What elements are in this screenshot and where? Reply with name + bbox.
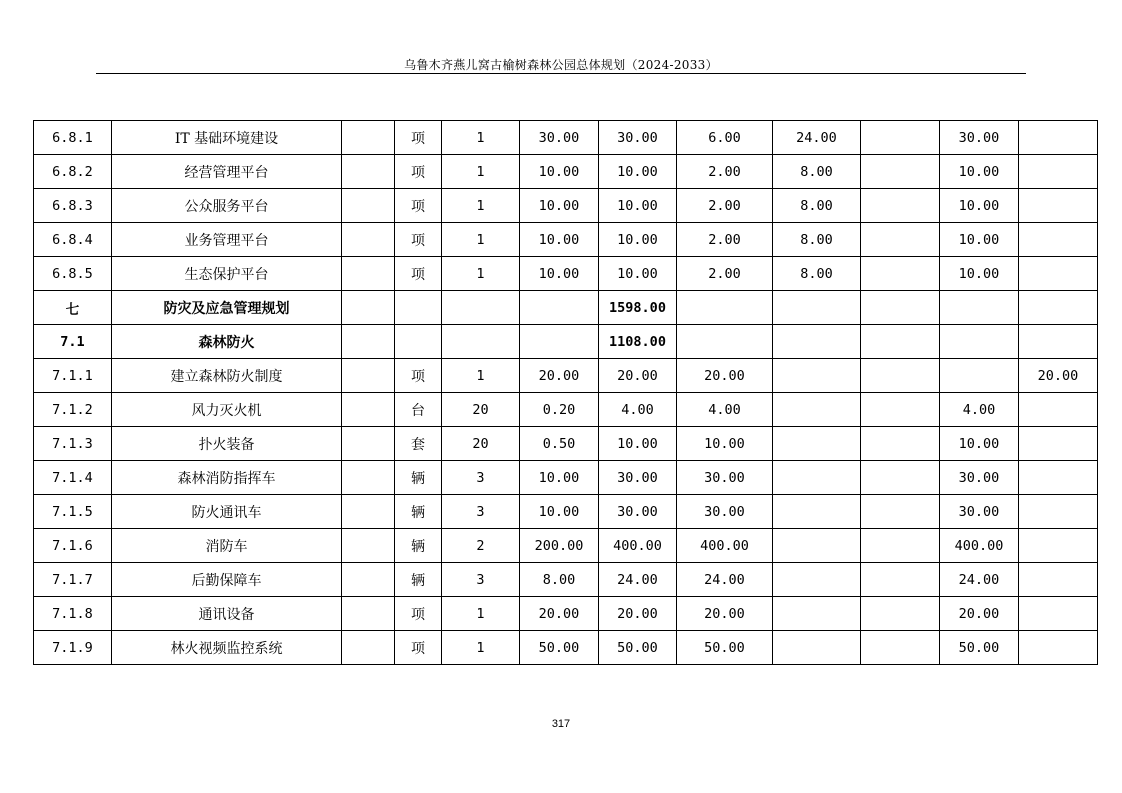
table-row [34,223,1098,257]
cell-quantity: 20 [442,393,520,427]
cell-source-b [1019,155,1098,189]
cell-quantity: 1 [442,121,520,155]
cell-unit-price: 20.00 [520,359,599,393]
cell-total-investment: 30.00 [599,495,677,529]
cell-spec [342,393,395,427]
cell-item-name: 建立森林防火制度 [112,359,342,393]
cell-source-b [1019,495,1098,529]
cell-item-code: 7.1.9 [34,631,112,665]
cell-phase-three [861,121,940,155]
cell-phase-two [773,325,861,359]
cell-source-a: 10.00 [940,189,1019,223]
cell-unit: 项 [395,121,442,155]
table-row [34,495,1098,529]
cell-phase-one [677,291,773,325]
cell-quantity [442,325,520,359]
cell-phase-three [861,631,940,665]
cell-unit-price: 10.00 [520,189,599,223]
cell-item-code: 6.8.4 [34,223,112,257]
cell-item-code: 7.1.3 [34,427,112,461]
cell-unit-price: 8.00 [520,563,599,597]
cell-unit-price: 50.00 [520,631,599,665]
cell-unit: 辆 [395,529,442,563]
cell-source-b [1019,563,1098,597]
cell-total-investment: 50.00 [599,631,677,665]
table-row [34,393,1098,427]
cell-item-name: 林火视频监控系统 [112,631,342,665]
cell-source-b [1019,461,1098,495]
cell-spec [342,597,395,631]
cell-item-name: 防火通讯车 [112,495,342,529]
cell-phase-one: 30.00 [677,461,773,495]
cell-unit-price: 10.00 [520,223,599,257]
cell-total-investment: 30.00 [599,121,677,155]
cell-phase-one: 2.00 [677,189,773,223]
cell-unit-price [520,325,599,359]
cell-total-investment: 400.00 [599,529,677,563]
cell-item-name: 生态保护平台 [112,257,342,291]
cell-quantity: 2 [442,529,520,563]
table-row [34,631,1098,665]
cell-unit-price: 30.00 [520,121,599,155]
cell-phase-two: 24.00 [773,121,861,155]
cell-unit-price: 200.00 [520,529,599,563]
cell-phase-one: 10.00 [677,427,773,461]
cell-phase-two: 8.00 [773,257,861,291]
cell-item-code: 6.8.2 [34,155,112,189]
cell-spec [342,155,395,189]
cell-item-name: 公众服务平台 [112,189,342,223]
cell-source-a [940,291,1019,325]
cell-item-name: 业务管理平台 [112,223,342,257]
cell-item-name: 森林消防指挥车 [112,461,342,495]
cell-item-name: 消防车 [112,529,342,563]
cell-total-investment: 1108.00 [599,325,677,359]
cell-unit: 项 [395,155,442,189]
cell-phase-three [861,189,940,223]
cell-spec [342,121,395,155]
cell-item-name: 后勤保障车 [112,563,342,597]
cell-source-b [1019,393,1098,427]
cell-unit-price: 0.50 [520,427,599,461]
cell-phase-two [773,495,861,529]
cell-item-code: 7.1.4 [34,461,112,495]
cell-source-a: 20.00 [940,597,1019,631]
cell-quantity: 1 [442,155,520,189]
cell-phase-three [861,155,940,189]
cell-source-a [940,325,1019,359]
cell-source-a: 10.00 [940,427,1019,461]
cell-source-a: 30.00 [940,121,1019,155]
cell-spec [342,257,395,291]
cell-spec [342,495,395,529]
cell-spec [342,461,395,495]
table-row [34,121,1098,155]
cell-phase-one: 24.00 [677,563,773,597]
cell-phase-one: 20.00 [677,359,773,393]
cell-phase-one: 6.00 [677,121,773,155]
cell-unit: 辆 [395,563,442,597]
cell-source-b [1019,257,1098,291]
cell-unit [395,325,442,359]
cell-unit: 辆 [395,495,442,529]
cell-unit: 台 [395,393,442,427]
cell-unit: 辆 [395,461,442,495]
cell-phase-two [773,393,861,427]
cell-phase-two: 8.00 [773,223,861,257]
cell-quantity: 3 [442,461,520,495]
cell-phase-two [773,427,861,461]
cell-phase-one: 400.00 [677,529,773,563]
cell-total-investment: 4.00 [599,393,677,427]
table-row [34,461,1098,495]
cell-source-b [1019,121,1098,155]
cell-source-b: 20.00 [1019,359,1098,393]
cell-source-a: 50.00 [940,631,1019,665]
cell-source-a: 4.00 [940,393,1019,427]
cell-spec [342,427,395,461]
cell-total-investment: 20.00 [599,359,677,393]
table-row [34,257,1098,291]
cell-unit [395,291,442,325]
cell-spec [342,223,395,257]
cell-quantity: 1 [442,189,520,223]
cell-phase-three [861,223,940,257]
cell-item-name: 风力灭火机 [112,393,342,427]
table-row [34,563,1098,597]
cell-quantity: 3 [442,563,520,597]
cell-unit: 项 [395,597,442,631]
cell-item-name: 扑火装备 [112,427,342,461]
cell-spec [342,563,395,597]
cell-phase-two [773,563,861,597]
cell-quantity: 1 [442,631,520,665]
cell-source-a: 400.00 [940,529,1019,563]
cell-item-code: 7.1.1 [34,359,112,393]
cell-item-code: 7.1.6 [34,529,112,563]
cell-spec [342,359,395,393]
cell-source-a: 24.00 [940,563,1019,597]
cell-unit-price: 10.00 [520,461,599,495]
cell-unit-price: 20.00 [520,597,599,631]
cell-spec [342,291,395,325]
cell-source-b [1019,597,1098,631]
cell-source-b [1019,631,1098,665]
table-row [34,325,1098,359]
cell-source-a: 30.00 [940,461,1019,495]
cell-item-code: 6.8.3 [34,189,112,223]
cell-phase-two [773,359,861,393]
cell-phase-three [861,393,940,427]
cell-item-name: 通讯设备 [112,597,342,631]
cell-quantity: 1 [442,223,520,257]
cell-source-b [1019,427,1098,461]
cell-phase-one [677,325,773,359]
table-row [34,597,1098,631]
table-row [34,427,1098,461]
cell-phase-one: 2.00 [677,257,773,291]
cell-phase-three [861,563,940,597]
cell-phase-two [773,529,861,563]
cell-unit-price [520,291,599,325]
cell-total-investment: 20.00 [599,597,677,631]
cell-total-investment: 10.00 [599,223,677,257]
cell-item-name: 森林防火 [112,325,342,359]
table-row [34,189,1098,223]
page-number: 317 [551,718,571,730]
cell-phase-three [861,597,940,631]
cell-item-name: IT 基础环境建设 [112,121,342,155]
cell-quantity: 1 [442,359,520,393]
cell-unit-price: 10.00 [520,495,599,529]
table-row [34,359,1098,393]
cell-item-code: 6.8.5 [34,257,112,291]
cell-item-name: 防灾及应急管理规划 [112,291,342,325]
cell-unit: 项 [395,631,442,665]
cell-phase-one: 30.00 [677,495,773,529]
cell-spec [342,189,395,223]
cell-item-code: 七 [34,291,112,325]
header-rule [96,73,1026,74]
cell-source-b [1019,223,1098,257]
cell-phase-one: 2.00 [677,155,773,189]
cell-source-a: 10.00 [940,257,1019,291]
cell-phase-three [861,257,940,291]
cell-total-investment: 10.00 [599,189,677,223]
cell-phase-one: 4.00 [677,393,773,427]
cell-source-b [1019,529,1098,563]
cell-source-a: 30.00 [940,495,1019,529]
cell-quantity: 1 [442,257,520,291]
cell-total-investment: 30.00 [599,461,677,495]
cell-total-investment: 10.00 [599,427,677,461]
cell-source-a: 10.00 [940,155,1019,189]
cell-phase-three [861,291,940,325]
cell-source-b [1019,189,1098,223]
cell-total-investment: 10.00 [599,257,677,291]
cell-spec [342,529,395,563]
cell-quantity: 20 [442,427,520,461]
cell-phase-three [861,495,940,529]
document-header-title: 乌鲁木齐燕儿窝古榆树森林公园总体规划（2024-2033） [404,58,718,72]
cell-phase-one: 2.00 [677,223,773,257]
cell-unit: 项 [395,359,442,393]
cell-item-code: 7.1.2 [34,393,112,427]
cell-item-code: 6.8.1 [34,121,112,155]
table-row [34,529,1098,563]
cell-unit: 项 [395,257,442,291]
cell-unit-price: 0.20 [520,393,599,427]
cell-spec [342,631,395,665]
cell-item-code: 7.1.5 [34,495,112,529]
cell-phase-three [861,325,940,359]
cell-phase-three [861,461,940,495]
cell-phase-three [861,359,940,393]
cell-source-a [940,359,1019,393]
cell-item-code: 7.1.7 [34,563,112,597]
cell-unit: 项 [395,189,442,223]
cell-unit-price: 10.00 [520,155,599,189]
cell-spec [342,325,395,359]
cell-phase-two: 8.00 [773,155,861,189]
cell-item-code: 7.1.8 [34,597,112,631]
cell-quantity [442,291,520,325]
cell-quantity: 3 [442,495,520,529]
cell-phase-one: 20.00 [677,597,773,631]
cell-item-name: 经营管理平台 [112,155,342,189]
table-row [34,291,1098,325]
table-row [34,155,1098,189]
table-body [34,121,1098,665]
cell-phase-three [861,427,940,461]
cell-phase-two: 8.00 [773,189,861,223]
cell-source-b [1019,325,1098,359]
cell-phase-two [773,461,861,495]
cell-source-b [1019,291,1098,325]
cell-phase-one: 50.00 [677,631,773,665]
cell-phase-two [773,291,861,325]
cell-unit: 套 [395,427,442,461]
cell-unit: 项 [395,223,442,257]
cell-phase-two [773,631,861,665]
budget-table [33,120,1098,665]
cell-total-investment: 24.00 [599,563,677,597]
cell-item-code: 7.1 [34,325,112,359]
cell-phase-three [861,529,940,563]
cell-quantity: 1 [442,597,520,631]
cell-total-investment: 10.00 [599,155,677,189]
cell-source-a: 10.00 [940,223,1019,257]
cell-phase-two [773,597,861,631]
cell-unit-price: 10.00 [520,257,599,291]
cell-total-investment: 1598.00 [599,291,677,325]
